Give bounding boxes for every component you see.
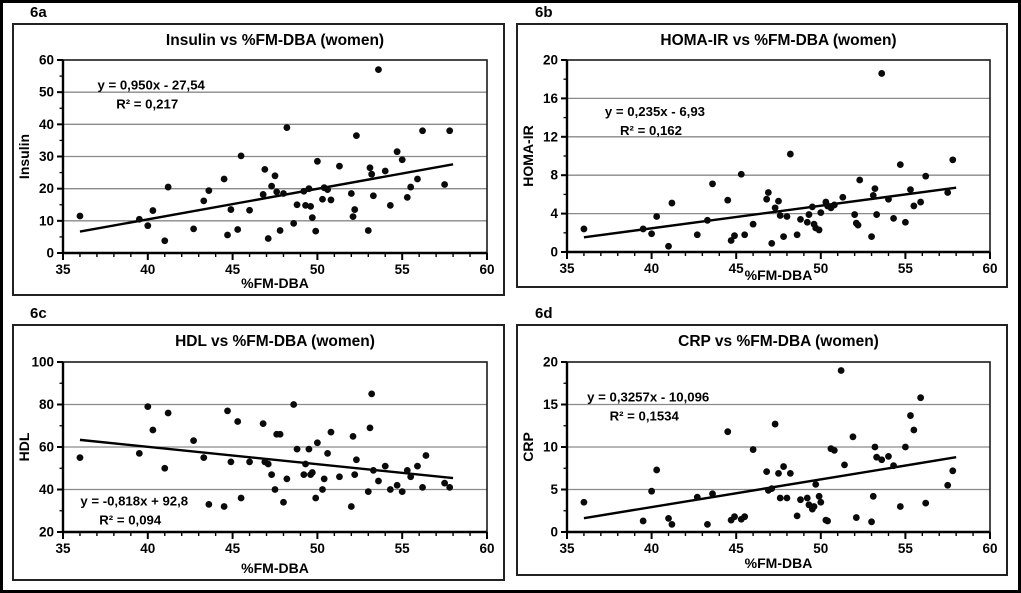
scatter-point [136, 450, 143, 457]
scatter-point [144, 222, 151, 229]
scatter-point [321, 475, 328, 482]
scatter-point [265, 235, 272, 242]
y-tick-label: 10 [38, 213, 54, 229]
x-tick-label: 35 [55, 262, 71, 277]
x-tick-label: 45 [225, 262, 241, 277]
scatter-point [423, 452, 430, 459]
scatter-point [581, 499, 588, 506]
scatter-point [309, 214, 316, 221]
scatter-point [741, 231, 748, 238]
scatter-point [200, 197, 207, 204]
x-tick-label: 40 [644, 541, 660, 556]
scatter-point [741, 513, 748, 520]
scatter-point [309, 469, 316, 476]
y-tick-label: 80 [38, 397, 54, 412]
y-tick-label: 0 [46, 245, 54, 261]
scatter-point [407, 473, 414, 480]
scatter-point [772, 421, 779, 428]
x-tick-label: 55 [897, 541, 913, 556]
scatter-point [694, 494, 701, 501]
scatter-point [348, 190, 355, 197]
scatter-point [324, 450, 331, 457]
scatter-point [855, 222, 862, 229]
scatter-point [648, 230, 655, 237]
scatter-point [161, 237, 168, 244]
scatter-point [277, 227, 284, 234]
scatter-point [260, 420, 267, 427]
scatter-point [831, 202, 838, 209]
scatter-point [738, 171, 745, 178]
scatter-point [907, 186, 914, 193]
scatter-point [694, 231, 701, 238]
scatter-point [910, 203, 917, 210]
scatter-point [277, 431, 284, 438]
scatter-point [382, 463, 389, 470]
scatter-point [648, 488, 655, 495]
panel-6a-box [12, 23, 505, 296]
scatter-point [280, 190, 287, 197]
scatter-point [949, 156, 956, 163]
panel-6d-box [516, 324, 1008, 576]
scatter-point [885, 453, 892, 460]
scatter-point [763, 196, 770, 203]
x-tick-label: 55 [394, 541, 410, 556]
scatter-point [294, 446, 301, 453]
scatter-point [77, 454, 84, 461]
scatter-point [161, 465, 168, 472]
scatter-point [351, 471, 358, 478]
scatter-point [283, 475, 290, 482]
scatter-point [804, 219, 811, 226]
y-tick-label: 4 [550, 206, 558, 222]
scatter-point [797, 496, 804, 503]
scatter-point [944, 189, 951, 196]
chart-title: CRP vs %FM-DBA (women) [678, 333, 879, 350]
x-tick-label: 60 [479, 541, 495, 556]
scatter-point [268, 183, 275, 190]
scatter-point [414, 463, 421, 470]
scatter-point [817, 209, 824, 216]
scatter-point [724, 428, 731, 435]
scatter-point [922, 500, 929, 507]
scatter-point [387, 486, 394, 493]
scatter-point [404, 467, 411, 474]
panel-6c-box [12, 324, 505, 581]
scatter-point [768, 485, 775, 492]
scatter-point [149, 427, 156, 434]
scatter-point [260, 191, 267, 198]
scatter-point [897, 503, 904, 510]
scatter-point [868, 233, 875, 240]
y-tick-label: 0 [550, 524, 558, 540]
scatter-point [348, 503, 355, 510]
scatter-point [351, 206, 358, 213]
x-tick-label: 60 [982, 261, 998, 276]
y-tick-label: 20 [38, 181, 54, 197]
y-tick-label: 40 [38, 116, 54, 132]
scatter-point [763, 468, 770, 475]
scatter-point [246, 207, 253, 214]
scatter-point [261, 166, 268, 173]
scatter-point [917, 394, 924, 401]
scatter-point [581, 226, 588, 233]
scatter-point [200, 454, 207, 461]
y-tick-label: 60 [38, 52, 54, 68]
scatter-point [851, 211, 858, 218]
y-tick-label: 30 [38, 149, 54, 164]
equation-label: y = 0,950x - 27,54 [97, 77, 205, 93]
scatter-point [768, 240, 775, 247]
y-tick-label: 16 [542, 90, 558, 106]
scatter-point [328, 197, 335, 204]
scatter-point [314, 439, 321, 446]
scatter-point [797, 216, 804, 223]
scatter-point [419, 484, 426, 491]
scatter-point [290, 220, 297, 227]
scatter-point [246, 458, 253, 465]
y-tick-label: 20 [542, 354, 558, 370]
scatter-point [809, 203, 816, 210]
scatter-point [446, 484, 453, 491]
scatter-point [890, 215, 897, 222]
r-squared-label: R² = 0,162 [620, 122, 682, 138]
x-tick-label: 45 [728, 541, 744, 556]
scatter-point [872, 444, 879, 451]
scatter-point [328, 429, 335, 436]
scatter-point [190, 437, 197, 444]
scatter-point [273, 188, 280, 195]
scatter-point [750, 221, 757, 228]
scatter-point [407, 184, 414, 191]
equation-label: y = 0,235x - 6,93 [604, 103, 706, 119]
scatter-point [709, 180, 716, 187]
scatter-point [653, 467, 660, 474]
scatter-point [336, 163, 343, 170]
scatter-point [268, 471, 275, 478]
scatter-point [165, 184, 172, 191]
scatter-point [780, 463, 787, 470]
equation-label: y = 0,3257x - 10,096 [587, 389, 710, 405]
scatter-point [367, 164, 374, 171]
x-tick-label: 40 [140, 262, 156, 277]
scatter-point [665, 243, 672, 250]
scatter-point [870, 493, 877, 500]
scatter-point [816, 493, 823, 500]
r-squared-label: R² = 0,1534 [609, 408, 679, 424]
scatter-point [238, 152, 245, 159]
scatter-point [816, 227, 823, 234]
x-axis-title: %FM-DBA [241, 275, 309, 291]
scatter-point [365, 227, 372, 234]
scatter-point [265, 461, 272, 468]
x-tick-label: 40 [644, 261, 660, 276]
scatter-point [775, 198, 782, 205]
scatter-point [794, 231, 801, 238]
scatter-point [399, 488, 406, 495]
panel-6d-label: 6d [535, 305, 553, 322]
scatter-point [312, 495, 319, 502]
y-tick-label: 15 [542, 397, 558, 412]
y-axis-title: HOMA-IR [520, 125, 536, 187]
chart-title: HDL vs %FM-DBA (women) [175, 333, 375, 350]
scatter-point [382, 168, 389, 175]
chart-title: Insulin vs %FM-DBA (women) [165, 32, 385, 49]
scatter-point [765, 189, 772, 196]
chart-title: HOMA-IR vs %FM-DBA (women) [660, 32, 897, 49]
scatter-point [77, 213, 84, 220]
scatter-point [902, 219, 909, 226]
scatter-point [350, 213, 357, 220]
y-tick-label: 100 [31, 354, 54, 370]
scatter-point [653, 213, 660, 220]
scatter-point [387, 202, 394, 209]
scatter-point [224, 232, 231, 239]
y-axis-title: Insulin [16, 133, 32, 180]
scatter-point [205, 501, 212, 508]
scatter-point [812, 481, 819, 488]
scatter-point [375, 478, 382, 485]
x-tick-label: 40 [140, 541, 156, 556]
scatter-point [228, 206, 235, 213]
scatter-point [404, 194, 411, 201]
scatter-point [640, 226, 647, 233]
scatter-point [290, 401, 297, 408]
scatter-point [319, 196, 326, 203]
scatter-point [302, 461, 309, 468]
scatter-point [772, 204, 779, 211]
scatter-point [228, 458, 235, 465]
chart-insulin-scatter [14, 25, 503, 294]
scatter-point [902, 444, 909, 451]
scatter-point [838, 367, 845, 374]
scatter-point [394, 482, 401, 489]
chart-crp-scatter [518, 326, 1006, 574]
scatter-point [811, 503, 818, 510]
scatter-point [640, 518, 647, 525]
y-tick-label: 20 [38, 524, 54, 540]
scatter-point [750, 446, 757, 453]
scatter-point [669, 200, 676, 207]
scatter-point [878, 456, 885, 463]
scatter-point [375, 66, 382, 73]
x-axis-title: %FM-DBA [241, 560, 309, 576]
scatter-point [870, 192, 877, 199]
r-squared-label: R² = 0,217 [116, 96, 179, 112]
scatter-point [839, 194, 846, 201]
scatter-point [817, 499, 824, 506]
scatter-point [353, 456, 360, 463]
scatter-point [272, 486, 279, 493]
x-tick-label: 60 [479, 262, 495, 277]
scatter-point [205, 187, 212, 194]
scatter-point [872, 185, 879, 192]
scatter-point [885, 196, 892, 203]
scatter-point [419, 127, 426, 134]
x-axis-title: %FM-DBA [744, 267, 813, 283]
scatter-point [350, 433, 357, 440]
y-tick-label: 8 [550, 167, 558, 183]
scatter-point [784, 495, 791, 502]
y-tick-label: 10 [542, 439, 558, 455]
scatter-point [831, 447, 838, 454]
scatter-point [234, 418, 241, 425]
scatter-point [414, 176, 421, 183]
scatter-point [944, 482, 951, 489]
scatter-point [221, 503, 228, 510]
scatter-point [907, 412, 914, 419]
scatter-point [312, 228, 319, 235]
scatter-point [149, 207, 156, 214]
plot-frame [567, 60, 990, 252]
scatter-point [922, 173, 929, 180]
scatter-point [787, 151, 794, 158]
scatter-point [868, 518, 875, 525]
scatter-point [368, 171, 375, 178]
scatter-point [238, 495, 245, 502]
scatter-point [669, 521, 676, 528]
scatter-point [365, 488, 372, 495]
scatter-point [777, 212, 784, 219]
chart-hdl-scatter [14, 326, 503, 579]
scatter-point [949, 467, 956, 474]
scatter-point [368, 390, 375, 397]
scatter-point [399, 156, 406, 163]
scatter-point [897, 161, 904, 168]
x-tick-label: 50 [813, 261, 829, 276]
r-squared-label: R² = 0,094 [99, 512, 162, 528]
scatter-point [336, 473, 343, 480]
scatter-point [441, 181, 448, 188]
scatter-point [306, 446, 313, 453]
scatter-point [850, 433, 857, 440]
scatter-point [446, 127, 453, 134]
scatter-point [784, 213, 791, 220]
y-tick-label: 5 [550, 482, 558, 497]
scatter-point [370, 467, 377, 474]
scatter-point [367, 424, 374, 431]
y-tick-label: 40 [38, 482, 54, 497]
scatter-point [709, 490, 716, 497]
scatter-point [221, 176, 228, 183]
scatter-point [731, 513, 738, 520]
scatter-point [841, 461, 848, 468]
scatter-point [306, 185, 313, 192]
scatter-point [307, 203, 314, 210]
scatter-point [853, 514, 860, 521]
x-tick-label: 45 [225, 541, 241, 556]
scatter-point [665, 515, 672, 522]
scatter-point [370, 192, 377, 199]
panel-6a-label: 6a [30, 4, 47, 21]
scatter-point [878, 70, 885, 77]
scatter-point [283, 124, 290, 131]
scatter-point [806, 211, 813, 218]
scatter-point [780, 233, 787, 240]
y-tick-label: 50 [38, 84, 54, 100]
scatter-point [280, 499, 287, 506]
scatter-point [910, 427, 917, 434]
y-tick-label: 0 [550, 244, 558, 260]
x-tick-label: 50 [309, 541, 325, 556]
scatter-point [794, 512, 801, 519]
trend-line [80, 164, 453, 231]
scatter-point [394, 148, 401, 155]
scatter-point [294, 201, 301, 208]
x-tick-label: 50 [813, 541, 829, 556]
x-tick-label: 60 [982, 541, 998, 556]
scatter-point [190, 225, 197, 232]
x-tick-label: 45 [728, 261, 744, 276]
x-tick-label: 35 [559, 541, 575, 556]
scatter-point [319, 486, 326, 493]
scatter-point [353, 132, 360, 139]
x-tick-label: 55 [897, 261, 913, 276]
chart-homa-ir-scatter [518, 25, 1006, 286]
y-tick-label: 20 [542, 52, 558, 68]
x-tick-label: 55 [394, 262, 410, 277]
y-axis-title: HDL [16, 432, 32, 462]
scatter-point [136, 216, 143, 223]
scatter-point [775, 470, 782, 477]
scatter-point [917, 199, 924, 206]
scatter-point [144, 403, 151, 410]
equation-label: y = -0,818x + 92,8 [80, 493, 189, 509]
panel-6c-label: 6c [30, 305, 47, 322]
scatter-point [787, 470, 794, 477]
scatter-point [824, 518, 831, 525]
y-tick-label: 12 [542, 129, 558, 145]
scatter-point [856, 177, 863, 184]
scatter-point [272, 172, 279, 179]
panel-6b-box [516, 23, 1008, 288]
scatter-point [873, 211, 880, 218]
scatter-point [704, 217, 711, 224]
scatter-point [314, 158, 321, 165]
panel-6b-label: 6b [535, 4, 553, 21]
scatter-point [804, 495, 811, 502]
scatter-point [890, 462, 897, 469]
scatter-point [731, 232, 738, 239]
scatter-point [224, 407, 231, 414]
scatter-point [724, 197, 731, 204]
scatter-point [324, 186, 331, 193]
y-axis-title: CRP [520, 432, 536, 462]
scatter-point [165, 410, 172, 417]
scatter-point [300, 471, 307, 478]
x-axis-title: %FM-DBA [744, 555, 813, 571]
x-tick-label: 35 [559, 261, 575, 276]
scatter-point [234, 226, 241, 233]
x-tick-label: 50 [309, 262, 325, 277]
scatter-point [704, 521, 711, 528]
scatter-point [777, 495, 784, 502]
y-tick-label: 60 [38, 439, 54, 455]
x-tick-label: 35 [55, 541, 71, 556]
